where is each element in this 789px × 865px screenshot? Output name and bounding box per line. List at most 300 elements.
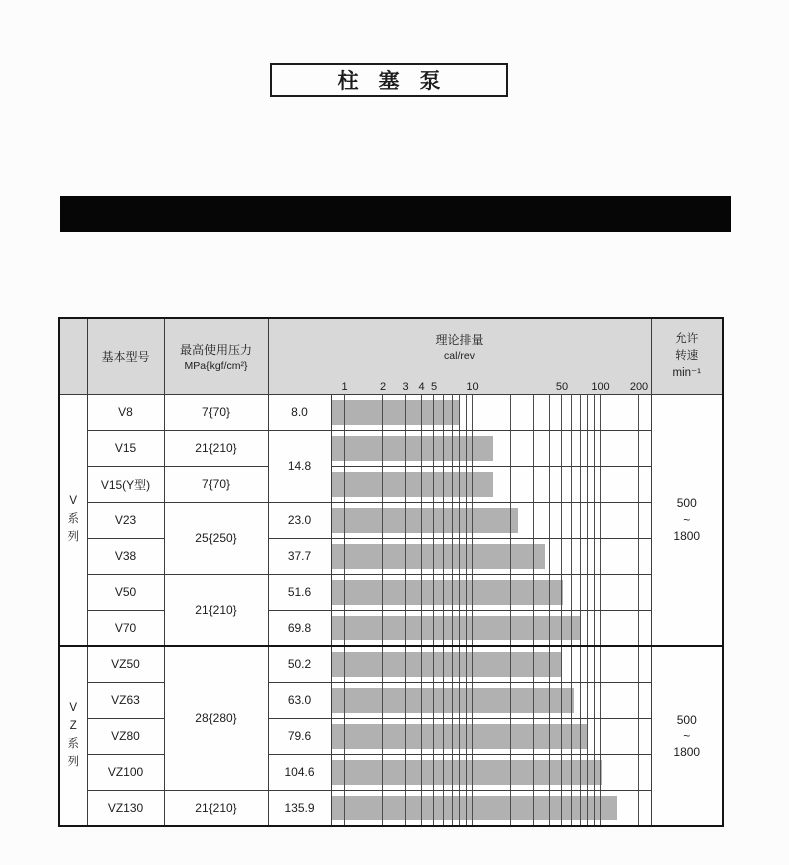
chart-gridline bbox=[587, 790, 588, 826]
table-row bbox=[59, 538, 723, 574]
chart-gridline bbox=[421, 754, 422, 790]
chart-gridline bbox=[638, 754, 639, 790]
model-cell: V23 bbox=[87, 502, 164, 538]
chart-gridline bbox=[452, 394, 453, 430]
chart-gridline bbox=[466, 466, 467, 502]
chart-gridline bbox=[382, 682, 383, 718]
chart-gridline bbox=[452, 682, 453, 718]
chart-gridline bbox=[594, 394, 595, 430]
chart-gridline bbox=[600, 430, 601, 466]
speed-header-line1: 允许 bbox=[675, 333, 699, 346]
table-row bbox=[59, 574, 723, 610]
chart-gridline bbox=[549, 610, 550, 646]
chart-gridline bbox=[405, 646, 406, 682]
chart-gridline bbox=[571, 646, 572, 682]
pressure-header-line1: 最高使用压力 bbox=[179, 342, 252, 357]
chart-gridline bbox=[466, 430, 467, 466]
model-cell: VZ63 bbox=[87, 682, 164, 718]
chart-gridline bbox=[594, 502, 595, 538]
chart-gridline bbox=[580, 790, 581, 826]
chart-gridline bbox=[580, 646, 581, 682]
chart-gridline bbox=[459, 502, 460, 538]
displacement-chart-cell bbox=[331, 466, 651, 502]
chart-gridline bbox=[472, 430, 473, 466]
displacement-chart-cell bbox=[331, 790, 651, 826]
chart-gridline bbox=[452, 610, 453, 646]
displacement-chart-cell bbox=[331, 574, 651, 610]
displacement-cell: 51.6 bbox=[268, 574, 331, 610]
chart-gridline bbox=[344, 466, 345, 502]
chart-gridline bbox=[443, 790, 444, 826]
chart-gridline bbox=[459, 790, 460, 826]
table-row bbox=[59, 502, 723, 538]
chart-gridline bbox=[421, 574, 422, 610]
speed-separator: ~ bbox=[683, 728, 691, 743]
chart-gridline bbox=[600, 646, 601, 682]
speed-cell-v-series bbox=[651, 394, 723, 646]
chart-gridline bbox=[549, 430, 550, 466]
chart-gridline bbox=[466, 502, 467, 538]
chart-gridline bbox=[561, 646, 562, 682]
chart-gridline bbox=[561, 754, 562, 790]
displacement-bar bbox=[332, 796, 617, 821]
chart-gridline bbox=[472, 466, 473, 502]
chart-gridline bbox=[443, 754, 444, 790]
pressure-cell: 21{210} bbox=[164, 790, 268, 826]
table-row bbox=[59, 430, 723, 466]
chart-gridline bbox=[594, 646, 595, 682]
chart-gridline bbox=[587, 430, 588, 466]
chart-gridline bbox=[472, 790, 473, 826]
chart-gridline bbox=[421, 502, 422, 538]
chart-gridline bbox=[443, 502, 444, 538]
table-row bbox=[59, 790, 723, 826]
chart-gridline bbox=[638, 682, 639, 718]
chart-gridline bbox=[533, 394, 534, 430]
chart-gridline bbox=[510, 718, 511, 754]
chart-gridline bbox=[549, 538, 550, 574]
displacement-cell: 69.8 bbox=[268, 610, 331, 646]
chart-gridline bbox=[571, 790, 572, 826]
chart-gridline bbox=[600, 538, 601, 574]
chart-gridline bbox=[405, 790, 406, 826]
pressure-cell: 7{70} bbox=[164, 466, 268, 502]
chart-gridline bbox=[533, 610, 534, 646]
chart-gridline bbox=[571, 394, 572, 430]
chart-gridline bbox=[533, 754, 534, 790]
chart-gridline bbox=[510, 790, 511, 826]
chart-gridline bbox=[580, 574, 581, 610]
chart-gridline bbox=[594, 574, 595, 610]
chart-gridline bbox=[466, 754, 467, 790]
chart-gridline bbox=[600, 682, 601, 718]
chart-gridline bbox=[638, 646, 639, 682]
chart-gridline bbox=[459, 430, 460, 466]
chart-gridline bbox=[533, 790, 534, 826]
chart-gridline bbox=[472, 682, 473, 718]
chart-gridline bbox=[421, 682, 422, 718]
chart-gridline bbox=[472, 718, 473, 754]
chart-gridline bbox=[459, 718, 460, 754]
chart-gridline bbox=[510, 610, 511, 646]
chart-gridline bbox=[580, 394, 581, 430]
displacement-bar bbox=[332, 436, 494, 461]
speed-cell-vz-series bbox=[651, 646, 723, 826]
displacement-header-line1: 理论排量 bbox=[435, 333, 484, 347]
speed-min: 500 bbox=[676, 712, 697, 727]
chart-gridline bbox=[443, 466, 444, 502]
chart-gridline bbox=[443, 538, 444, 574]
chart-gridline bbox=[421, 790, 422, 826]
chart-gridline bbox=[549, 394, 550, 430]
chart-gridline bbox=[594, 790, 595, 826]
chart-gridline bbox=[443, 646, 444, 682]
chart-gridline bbox=[421, 394, 422, 430]
displacement-chart-cell bbox=[331, 610, 651, 646]
chart-gridline bbox=[344, 394, 345, 430]
chart-gridline bbox=[472, 754, 473, 790]
chart-gridline bbox=[344, 574, 345, 610]
pressure-cell: 28{280} bbox=[164, 646, 268, 790]
chart-gridline bbox=[472, 538, 473, 574]
displacement-bar bbox=[332, 652, 562, 677]
chart-gridline bbox=[594, 718, 595, 754]
chart-gridline bbox=[510, 538, 511, 574]
chart-gridline bbox=[561, 394, 562, 430]
chart-gridline bbox=[571, 466, 572, 502]
chart-gridline bbox=[472, 502, 473, 538]
chart-gridline bbox=[533, 574, 534, 610]
displacement-cell: 8.0 bbox=[268, 394, 331, 430]
chart-gridline bbox=[452, 502, 453, 538]
model-column-header: 基本型号 bbox=[87, 318, 164, 394]
chart-gridline bbox=[571, 538, 572, 574]
chart-gridline bbox=[638, 466, 639, 502]
chart-gridline bbox=[600, 394, 601, 430]
chart-gridline bbox=[510, 394, 511, 430]
chart-axis-labels bbox=[333, 380, 652, 393]
chart-gridline bbox=[443, 574, 444, 610]
displacement-chart-cell bbox=[331, 682, 651, 718]
chart-gridline bbox=[459, 538, 460, 574]
pressure-column-header bbox=[164, 318, 268, 394]
chart-gridline bbox=[594, 610, 595, 646]
chart-gridline bbox=[587, 502, 588, 538]
chart-gridline bbox=[533, 538, 534, 574]
chart-gridline bbox=[561, 682, 562, 718]
chart-gridline bbox=[405, 718, 406, 754]
chart-gridline bbox=[638, 790, 639, 826]
displacement-bar bbox=[332, 544, 546, 569]
chart-gridline bbox=[433, 718, 434, 754]
chart-gridline bbox=[421, 430, 422, 466]
chart-gridline bbox=[580, 430, 581, 466]
chart-gridline bbox=[344, 646, 345, 682]
chart-gridline bbox=[433, 394, 434, 430]
speed-max: 1800 bbox=[673, 745, 701, 760]
chart-gridline bbox=[452, 646, 453, 682]
table-row bbox=[59, 646, 723, 682]
chart-gridline bbox=[452, 430, 453, 466]
chart-gridline bbox=[600, 574, 601, 610]
chart-gridline bbox=[433, 790, 434, 826]
chart-gridline bbox=[344, 790, 345, 826]
model-cell: V50 bbox=[87, 574, 164, 610]
displacement-header-title bbox=[269, 331, 651, 362]
chart-gridline bbox=[382, 430, 383, 466]
chart-gridline bbox=[587, 718, 588, 754]
chart-gridline bbox=[549, 718, 550, 754]
axis-tick-label: 2 bbox=[379, 380, 387, 393]
displacement-cell: 79.6 bbox=[268, 718, 331, 754]
chart-gridline bbox=[433, 610, 434, 646]
chart-gridline bbox=[533, 466, 534, 502]
chart-gridline bbox=[452, 754, 453, 790]
displacement-bar bbox=[332, 616, 580, 641]
model-cell: V15(Y型) bbox=[87, 466, 164, 502]
chart-gridline bbox=[587, 754, 588, 790]
chart-gridline bbox=[600, 718, 601, 754]
chart-gridline bbox=[466, 682, 467, 718]
chart-gridline bbox=[452, 538, 453, 574]
chart-gridline bbox=[549, 502, 550, 538]
pressure-cell: 21{210} bbox=[164, 574, 268, 646]
chart-gridline bbox=[421, 610, 422, 646]
displacement-cell: 23.0 bbox=[268, 502, 331, 538]
chart-gridline bbox=[472, 646, 473, 682]
chart-gridline bbox=[561, 538, 562, 574]
chart-gridline bbox=[533, 430, 534, 466]
chart-gridline bbox=[459, 610, 460, 646]
chart-gridline bbox=[638, 574, 639, 610]
chart-gridline bbox=[549, 790, 550, 826]
chart-gridline bbox=[459, 574, 460, 610]
series-label-vz: V Z 系 列 bbox=[59, 646, 87, 826]
chart-gridline bbox=[594, 538, 595, 574]
axis-tick-label: 3 bbox=[402, 380, 409, 393]
chart-gridline bbox=[344, 718, 345, 754]
chart-gridline bbox=[561, 610, 562, 646]
chart-gridline bbox=[382, 754, 383, 790]
chart-gridline bbox=[638, 718, 639, 754]
chart-gridline bbox=[571, 682, 572, 718]
chart-gridline bbox=[571, 754, 572, 790]
axis-tick-label: 10 bbox=[466, 380, 479, 393]
chart-gridline bbox=[466, 394, 467, 430]
displacement-chart-cell bbox=[331, 502, 651, 538]
chart-gridline bbox=[587, 574, 588, 610]
chart-gridline bbox=[421, 538, 422, 574]
chart-gridline bbox=[510, 430, 511, 466]
table-row bbox=[59, 394, 723, 430]
chart-gridline bbox=[561, 502, 562, 538]
chart-gridline bbox=[344, 430, 345, 466]
chart-gridline bbox=[382, 610, 383, 646]
chart-gridline bbox=[638, 610, 639, 646]
chart-gridline bbox=[433, 646, 434, 682]
axis-tick-label: 4 bbox=[418, 380, 425, 393]
chart-gridline bbox=[533, 646, 534, 682]
chart-gridline bbox=[510, 754, 511, 790]
chart-gridline bbox=[443, 718, 444, 754]
chart-gridline bbox=[510, 574, 511, 610]
displacement-chart-cell bbox=[331, 646, 651, 682]
chart-gridline bbox=[580, 466, 581, 502]
displacement-chart-cell bbox=[331, 718, 651, 754]
chart-gridline bbox=[452, 466, 453, 502]
chart-gridline bbox=[638, 538, 639, 574]
chart-gridline bbox=[452, 790, 453, 826]
chart-gridline bbox=[561, 430, 562, 466]
displacement-chart-cell bbox=[331, 754, 651, 790]
speed-min: 500 bbox=[676, 496, 697, 511]
chart-gridline bbox=[638, 430, 639, 466]
chart-gridline bbox=[549, 646, 550, 682]
model-cell: VZ130 bbox=[87, 790, 164, 826]
chart-gridline bbox=[382, 538, 383, 574]
table-row bbox=[59, 718, 723, 754]
page-title-box bbox=[270, 63, 508, 97]
pump-spec-table bbox=[58, 317, 724, 827]
chart-gridline bbox=[587, 682, 588, 718]
pressure-cell: 7{70} bbox=[164, 394, 268, 430]
chart-gridline bbox=[594, 754, 595, 790]
table-header-row bbox=[59, 318, 723, 394]
chart-gridline bbox=[433, 682, 434, 718]
axis-tick-label: 1 bbox=[341, 380, 348, 393]
chart-gridline bbox=[382, 502, 383, 538]
chart-gridline bbox=[405, 574, 406, 610]
displacement-cell: 14.8 bbox=[268, 430, 331, 502]
pressure-cell: 21{210} bbox=[164, 430, 268, 466]
chart-gridline bbox=[459, 754, 460, 790]
page-title: 柱塞泵 bbox=[337, 70, 461, 93]
chart-gridline bbox=[405, 610, 406, 646]
chart-gridline bbox=[533, 682, 534, 718]
series-column-header bbox=[59, 318, 87, 394]
chart-gridline bbox=[571, 574, 572, 610]
displacement-bar bbox=[332, 580, 563, 605]
chart-gridline bbox=[510, 646, 511, 682]
chart-gridline bbox=[587, 610, 588, 646]
chart-gridline bbox=[405, 502, 406, 538]
chart-gridline bbox=[466, 790, 467, 826]
chart-gridline bbox=[344, 538, 345, 574]
chart-gridline bbox=[382, 718, 383, 754]
chart-gridline bbox=[549, 574, 550, 610]
chart-gridline bbox=[571, 718, 572, 754]
chart-gridline bbox=[405, 466, 406, 502]
speed-header-unit: min⁻¹ bbox=[672, 366, 701, 379]
chart-gridline bbox=[533, 502, 534, 538]
chart-gridline bbox=[472, 574, 473, 610]
chart-gridline bbox=[594, 466, 595, 502]
chart-gridline bbox=[382, 574, 383, 610]
chart-gridline bbox=[443, 430, 444, 466]
chart-gridline bbox=[344, 610, 345, 646]
chart-gridline bbox=[580, 718, 581, 754]
chart-gridline bbox=[571, 502, 572, 538]
chart-gridline bbox=[472, 394, 473, 430]
chart-gridline bbox=[466, 610, 467, 646]
axis-tick-label: 100 bbox=[591, 380, 610, 393]
chart-gridline bbox=[466, 646, 467, 682]
axis-tick-label: 5 bbox=[430, 380, 438, 393]
chart-gridline bbox=[594, 682, 595, 718]
model-cell: V15 bbox=[87, 430, 164, 466]
chart-gridline bbox=[405, 682, 406, 718]
chart-gridline bbox=[459, 394, 460, 430]
chart-gridline bbox=[421, 718, 422, 754]
displacement-chart-cell bbox=[331, 430, 651, 466]
chart-gridline bbox=[587, 646, 588, 682]
chart-gridline bbox=[452, 718, 453, 754]
displacement-bar bbox=[332, 400, 460, 425]
chart-gridline bbox=[472, 610, 473, 646]
chart-gridline bbox=[561, 574, 562, 610]
model-cell: V8 bbox=[87, 394, 164, 430]
chart-gridline bbox=[433, 466, 434, 502]
chart-gridline bbox=[443, 394, 444, 430]
chart-gridline bbox=[452, 574, 453, 610]
chart-gridline bbox=[459, 682, 460, 718]
chart-gridline bbox=[587, 466, 588, 502]
chart-gridline bbox=[466, 574, 467, 610]
displacement-cell: 37.7 bbox=[268, 538, 331, 574]
axis-tick-label: 200 bbox=[629, 380, 649, 393]
chart-gridline bbox=[510, 682, 511, 718]
chart-gridline bbox=[580, 754, 581, 790]
pressure-header-unit: MPa{kgf/cm²} bbox=[184, 359, 248, 372]
chart-gridline bbox=[580, 610, 581, 646]
speed-header-line2: 转速 bbox=[675, 349, 699, 362]
chart-gridline bbox=[421, 646, 422, 682]
chart-gridline bbox=[433, 430, 434, 466]
chart-gridline bbox=[600, 610, 601, 646]
model-cell: VZ50 bbox=[87, 646, 164, 682]
displacement-chart-header bbox=[268, 318, 651, 394]
chart-gridline bbox=[549, 682, 550, 718]
model-cell: V38 bbox=[87, 538, 164, 574]
chart-gridline bbox=[405, 754, 406, 790]
displacement-chart-cell bbox=[331, 394, 651, 430]
displacement-cell: 50.2 bbox=[268, 646, 331, 682]
model-cell: VZ100 bbox=[87, 754, 164, 790]
displacement-cell: 135.9 bbox=[268, 790, 331, 826]
chart-gridline bbox=[594, 430, 595, 466]
chart-gridline bbox=[433, 538, 434, 574]
chart-gridline bbox=[580, 502, 581, 538]
displacement-header-unit: cal/rev bbox=[444, 350, 475, 362]
chart-gridline bbox=[510, 466, 511, 502]
speed-max: 1800 bbox=[673, 528, 701, 543]
chart-gridline bbox=[510, 502, 511, 538]
chart-gridline bbox=[459, 466, 460, 502]
chart-gridline bbox=[459, 646, 460, 682]
chart-gridline bbox=[443, 610, 444, 646]
chart-gridline bbox=[549, 754, 550, 790]
series-label-v: V 系 列 bbox=[59, 394, 87, 646]
chart-gridline bbox=[344, 502, 345, 538]
chart-gridline bbox=[382, 466, 383, 502]
chart-gridline bbox=[587, 538, 588, 574]
chart-gridline bbox=[405, 430, 406, 466]
chart-gridline bbox=[405, 394, 406, 430]
chart-gridline bbox=[344, 754, 345, 790]
chart-gridline bbox=[549, 466, 550, 502]
displacement-chart-cell bbox=[331, 538, 651, 574]
chart-gridline bbox=[571, 430, 572, 466]
